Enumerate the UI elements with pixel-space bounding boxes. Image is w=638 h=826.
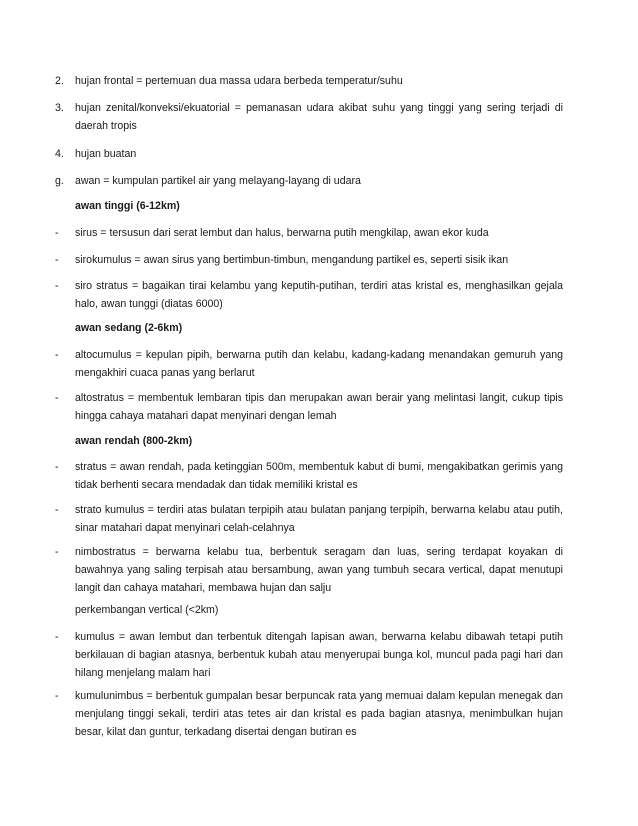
- list-marker: -: [55, 227, 59, 239]
- list-marker: -: [55, 690, 59, 702]
- list-marker: -: [55, 349, 59, 361]
- list-item-text: altostratus = membentuk lembaran tipis dan merupakan awan berair yang melintasi langit, cukup tipis hingga cahaya matahari dapat menyinari dengan lemah: [75, 392, 563, 422]
- list-item-text: stratus = awan rendah, pada ketinggian 500m, membentuk kabut di bumi, mengakibatkan gerimis yang tidak berhenti secara mendadak dan tidak memiliki kristal es: [75, 461, 563, 491]
- list-item-text: awan = kumpulan partikel air yang melayang-layang di udara: [75, 175, 361, 187]
- list-item-text: sirus = tersusun dari serat lembut dan halus, berwarna putih mengkilap, awan ekor kuda: [75, 227, 489, 239]
- list-item-text: nimbostratus = berwarna kelabu tua, berbentuk seragam dan luas, sering terdapat koyakan di bawahnya yang saling terpisah atau bersambung, awan yang tumbuh secara vertical, dapat menutupi langit dan cahaya matahari, membawa hujan dan salju: [75, 546, 563, 594]
- section-heading: awan sedang (2-6km): [75, 322, 183, 334]
- list-marker: g.: [55, 175, 64, 187]
- list-marker: 4.: [55, 148, 64, 160]
- list-item: [55, 277, 563, 313]
- list-item-text: hujan frontal = pertemuan dua massa udara berbeda temperatur/suhu: [75, 75, 403, 87]
- list-marker: -: [55, 504, 59, 516]
- list-item: [55, 501, 563, 537]
- list-item: [55, 458, 563, 494]
- section-heading: awan rendah (800-2km): [75, 435, 193, 447]
- list-item-text: strato kumulus = terdiri atas bulatan terpipih atau bulatan panjang terpipih, berwarna kelabu atau putih, sinar matahari dapat menyinari celah-celahnya: [75, 504, 563, 534]
- list-item-text: kumulunimbus = berbentuk gumpalan besar berpuncak rata yang memuai dalam kepulan menegak dan menjulang tinggi sekali, terdiri atas tetes air dan kristal es pada bagian atasnya, menimbulkan hujan besar, kilat dan guntur, terkadang disertai dengan butiran es: [75, 690, 563, 738]
- list-item: [55, 346, 563, 382]
- list-item: [55, 687, 563, 741]
- list-item: [55, 224, 563, 242]
- list-marker: -: [55, 280, 59, 292]
- list-item-text: altocumulus = kepulan pipih, berwarna putih dan kelabu, kadang-kadang menandakan gemuruh yang mengakhiri cuaca panas yang berlarut: [75, 349, 563, 379]
- list-item: [55, 72, 563, 90]
- list-item-text: hujan buatan: [75, 148, 137, 160]
- section-heading: perkembangan vertical (<2km): [75, 604, 219, 616]
- list-marker: 2.: [55, 75, 64, 87]
- list-marker: 3.: [55, 102, 64, 114]
- list-item: [55, 389, 563, 425]
- list-marker: -: [55, 461, 59, 473]
- list-marker: -: [55, 254, 59, 266]
- list-item: [55, 543, 563, 597]
- list-item-text: kumulus = awan lembut dan terbentuk ditengah lapisan awan, berwarna kelabu dibawah tetapi putih berkilauan di bagian atasnya, berbentuk kubah atau menyerupai bunga kol, muncul pada pagi hari dan hilang menjelang malam hari: [75, 631, 563, 679]
- list-item-text: hujan zenital/konveksi/ekuatorial = pemanasan udara akibat suhu yang tinggi yang sering terjadi di daerah tropis: [75, 102, 563, 132]
- list-marker: -: [55, 546, 59, 558]
- list-item-text: sirokumulus = awan sirus yang bertimbun-timbun, mengandung partikel es, seperti sisik ikan: [75, 254, 509, 266]
- list-item-text: siro stratus = bagaikan tirai kelambu yang keputih-putihan, terdiri atas kristal es, menghasilkan gejala halo, awan tunggi (diatas 6000): [75, 280, 563, 310]
- list-item: [55, 628, 563, 682]
- list-marker: -: [55, 631, 59, 643]
- list-item: [55, 145, 563, 163]
- list-item: [55, 99, 563, 135]
- list-marker: -: [55, 392, 59, 404]
- list-item: [55, 251, 563, 269]
- section-heading: awan tinggi (6-12km): [75, 200, 180, 212]
- list-item: [55, 172, 563, 190]
